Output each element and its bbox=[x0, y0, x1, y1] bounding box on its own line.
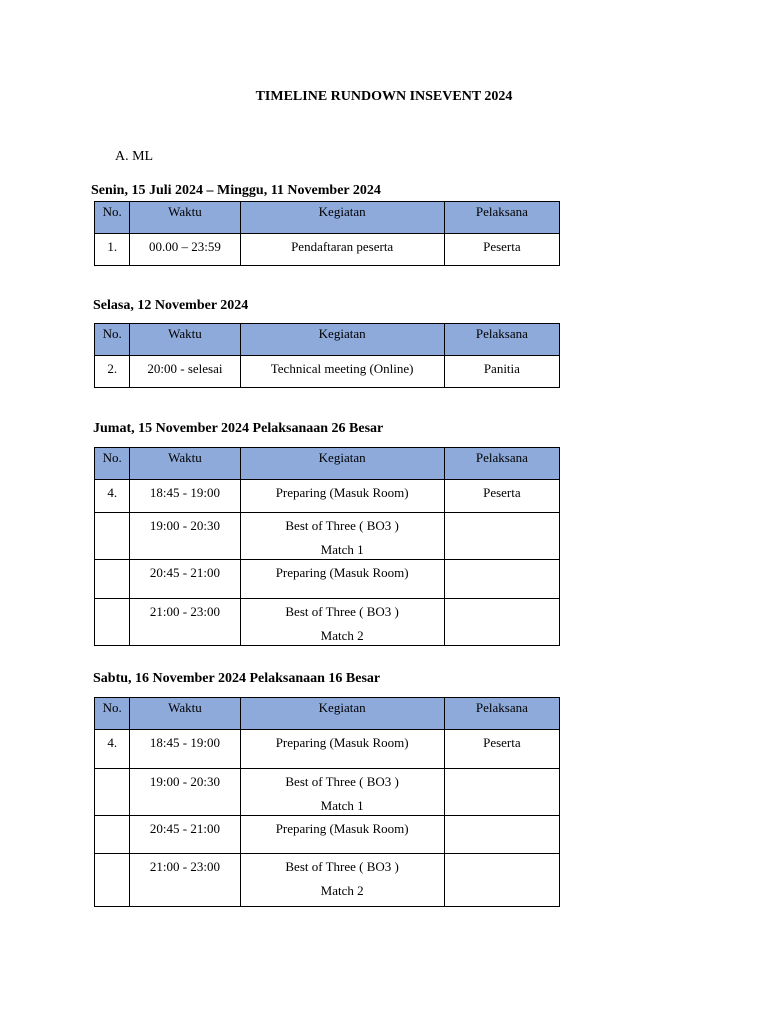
section-heading: Sabtu, 16 November 2024 Pelaksanaan 16 Besar bbox=[93, 671, 381, 686]
cell-pelaksana: Peserta bbox=[444, 234, 559, 266]
table-header-row bbox=[95, 202, 560, 234]
cell-activity: Preparing (Masuk Room) bbox=[240, 480, 444, 513]
activity-line: Best of Three ( BO3 ) bbox=[285, 774, 399, 789]
cell-activity bbox=[240, 854, 444, 907]
cell-no bbox=[95, 854, 130, 907]
column-header-time: Waktu bbox=[130, 202, 240, 234]
cell-pelaksana bbox=[444, 599, 559, 646]
cell-pelaksana: Peserta bbox=[444, 730, 559, 769]
activity-line: Match 2 bbox=[320, 628, 364, 643]
cell-no bbox=[95, 769, 130, 816]
cell-pelaksana bbox=[444, 769, 559, 816]
schedule-table bbox=[94, 201, 560, 266]
column-header-time: Waktu bbox=[130, 324, 240, 356]
section-heading: Selasa, 12 November 2024 bbox=[93, 298, 249, 313]
activity-line: Match 2 bbox=[320, 883, 364, 898]
table-row bbox=[95, 599, 560, 646]
cell-time: 00.00 – 23:59 bbox=[130, 234, 240, 266]
cell-activity bbox=[240, 769, 444, 816]
column-header-who: Pelaksana bbox=[444, 448, 559, 480]
table-row bbox=[95, 513, 560, 560]
table-row bbox=[95, 816, 560, 854]
cell-time: 21:00 - 23:00 bbox=[130, 854, 240, 907]
cell-time: 19:00 - 20:30 bbox=[130, 769, 240, 816]
cell-time: 19:00 - 20:30 bbox=[130, 513, 240, 560]
column-header-who: Pelaksana bbox=[444, 698, 559, 730]
column-header-activity: Kegiatan bbox=[240, 448, 444, 480]
table-row bbox=[95, 730, 560, 769]
cell-no: 2. bbox=[95, 356, 130, 388]
cell-activity bbox=[240, 513, 444, 560]
cell-activity: Pendaftaran peserta bbox=[240, 234, 444, 266]
table-row bbox=[95, 480, 560, 513]
cell-time: 18:45 - 19:00 bbox=[130, 480, 240, 513]
section-label: A. ML bbox=[115, 149, 154, 164]
activity-line: Best of Three ( BO3 ) bbox=[285, 518, 399, 533]
table-row bbox=[95, 769, 560, 816]
schedule-table bbox=[94, 447, 560, 646]
column-header-no: No. bbox=[95, 448, 130, 480]
column-header-activity: Kegiatan bbox=[240, 324, 444, 356]
column-header-time: Waktu bbox=[130, 448, 240, 480]
schedule-table bbox=[94, 697, 560, 907]
cell-pelaksana bbox=[444, 854, 559, 907]
section-heading: Jumat, 15 November 2024 Pelaksanaan 26 Besar bbox=[93, 421, 384, 436]
section-heading: Senin, 15 Juli 2024 – Minggu, 11 November 2024 bbox=[91, 183, 381, 198]
cell-activity: Technical meeting (Online) bbox=[240, 356, 444, 388]
cell-time: 18:45 - 19:00 bbox=[130, 730, 240, 769]
column-header-who: Pelaksana bbox=[444, 324, 559, 356]
table-row bbox=[95, 854, 560, 907]
cell-activity: Preparing (Masuk Room) bbox=[240, 816, 444, 854]
cell-pelaksana bbox=[444, 816, 559, 854]
cell-no: 1. bbox=[95, 234, 130, 266]
cell-no bbox=[95, 513, 130, 560]
cell-no bbox=[95, 560, 130, 599]
cell-pelaksana: Peserta bbox=[444, 480, 559, 513]
column-header-time: Waktu bbox=[130, 698, 240, 730]
schedule-table bbox=[94, 323, 560, 388]
cell-no: 4. bbox=[95, 480, 130, 513]
column-header-no: No. bbox=[95, 698, 130, 730]
cell-no: 4. bbox=[95, 730, 130, 769]
column-header-who: Pelaksana bbox=[444, 202, 559, 234]
cell-activity: Preparing (Masuk Room) bbox=[240, 730, 444, 769]
cell-time: 21:00 - 23:00 bbox=[130, 599, 240, 646]
table-row bbox=[95, 560, 560, 599]
activity-line: Best of Three ( BO3 ) bbox=[285, 604, 399, 619]
table-header-row bbox=[95, 448, 560, 480]
table-row bbox=[95, 356, 560, 388]
column-header-no: No. bbox=[95, 324, 130, 356]
column-header-activity: Kegiatan bbox=[240, 698, 444, 730]
cell-no bbox=[95, 599, 130, 646]
cell-pelaksana bbox=[444, 560, 559, 599]
activity-line: Match 1 bbox=[320, 798, 364, 813]
cell-pelaksana: Panitia bbox=[444, 356, 559, 388]
column-header-no: No. bbox=[95, 202, 130, 234]
cell-activity bbox=[240, 599, 444, 646]
cell-time: 20:00 - selesai bbox=[130, 356, 240, 388]
table-header-row bbox=[95, 698, 560, 730]
activity-line: Best of Three ( BO3 ) bbox=[285, 859, 399, 874]
document-title: TIMELINE RUNDOWN INSEVENT 2024 bbox=[255, 89, 513, 104]
activity-line: Match 1 bbox=[320, 542, 364, 557]
column-header-activity: Kegiatan bbox=[240, 202, 444, 234]
cell-no bbox=[95, 816, 130, 854]
cell-pelaksana bbox=[444, 513, 559, 560]
table-row bbox=[95, 234, 560, 266]
table-header-row bbox=[95, 324, 560, 356]
cell-activity: Preparing (Masuk Room) bbox=[240, 560, 444, 599]
cell-time: 20:45 - 21:00 bbox=[130, 560, 240, 599]
cell-time: 20:45 - 21:00 bbox=[130, 816, 240, 854]
